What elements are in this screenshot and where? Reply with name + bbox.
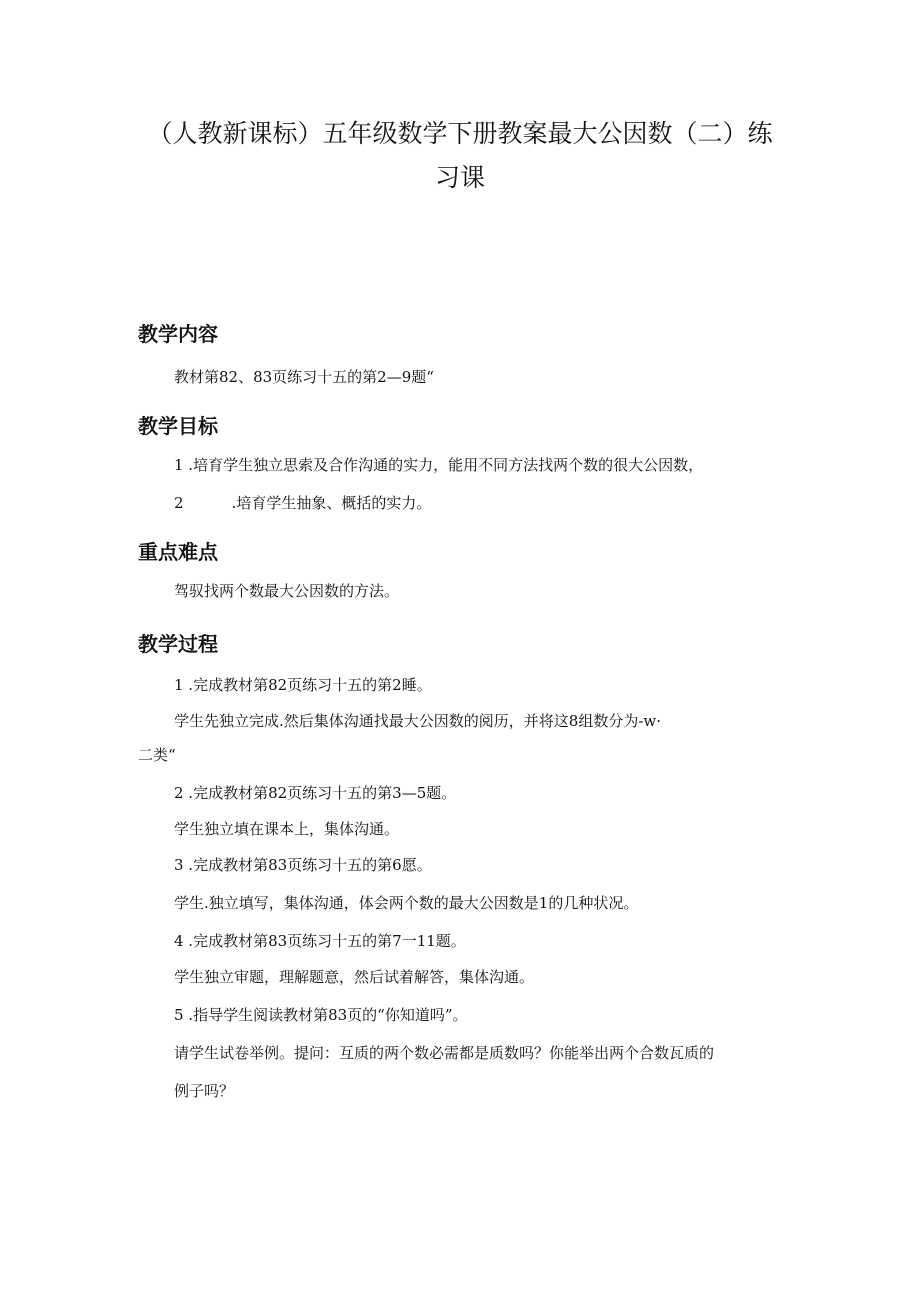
process-step-1-detail: 学生先独立完成.然后集体沟通找最大公因数的阅历，并将这8组数分为-w· — [174, 712, 661, 730]
title-line-1: （人教新课标）五年级数学下册教案最大公因数（二）练 — [147, 119, 773, 148]
process-step-1: 1 .完成教材第82页练习十五的第2睡。 — [174, 676, 432, 694]
process-step-5: 5 .指导学生阅读教材第83页的“你知道吗”。 — [174, 1006, 468, 1024]
process-step-1-detail-cont: 二类“ — [138, 746, 176, 764]
heading-key-points: 重点难点 — [138, 540, 218, 564]
process-step-3: 3 .完成教材第83页练习十五的第6愿。 — [174, 856, 432, 874]
process-step-2-detail: 学生独立填在课本上，集体沟通。 — [174, 820, 400, 838]
document-title — [120, 112, 800, 200]
heading-goals: 教学目标 — [138, 414, 218, 438]
goal-item-1: 1 .培育学生独立思索及合作沟通的实力，能用不同方法找两个数的很大公因数， — [174, 456, 704, 474]
process-step-2: 2 .完成教材第82页练习十五的第3—5题。 — [174, 784, 457, 802]
process-step-3-detail: 学生.独立填写，集体沟通，体会两个数的最大公因数是1的几种状况。 — [174, 894, 639, 912]
goal-item-2-number: 2 — [174, 494, 184, 512]
goal-item-2-text: .培育学生抽象、概括的实力。 — [231, 494, 432, 512]
key-points-text: 驾驭找两个数最大公因数的方法。 — [174, 582, 400, 600]
process-step-5-detail-cont: 例子吗？ — [174, 1082, 235, 1100]
heading-content: 教学内容 — [138, 322, 218, 346]
title-line-2: 习课 — [434, 163, 485, 192]
heading-process: 教学过程 — [138, 632, 218, 656]
process-step-4-detail: 学生独立审题，理解题意，然后试着解答，集体沟通。 — [174, 968, 535, 986]
goal-item-2 — [174, 492, 431, 514]
process-step-5-detail: 请学生试卷举例。提问：互质的两个数必需都是质数吗？你能举出两个合数瓦质的 — [174, 1044, 715, 1062]
content-text: 教材第82、83页练习十五的第2—9题“ — [174, 368, 434, 386]
process-step-4: 4 .完成教材第83页练习十五的第7一11题。 — [174, 932, 466, 950]
